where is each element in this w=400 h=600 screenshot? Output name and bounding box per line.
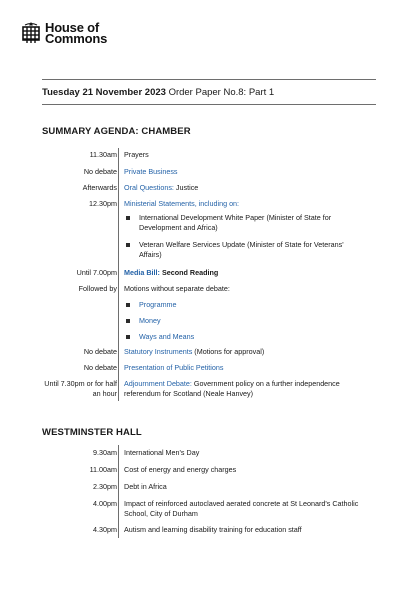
agenda-item: Veteran Welfare Services Update (Minister of State for Veterans' Affairs)	[139, 240, 344, 259]
bullet-square-icon	[126, 319, 130, 323]
agenda-time: 11.30am	[89, 150, 117, 159]
order-paper-date: Tuesday 21 November 2023	[42, 87, 166, 98]
ways-and-means-link[interactable]: Ways and Means	[139, 332, 195, 341]
logo-wordmark	[45, 22, 107, 44]
agenda-time: 12.30pm	[89, 199, 117, 208]
agenda-time: 4.00pm	[93, 499, 117, 508]
agenda-item: Motions without separate debate:	[124, 284, 230, 293]
agenda-time: Until 7.30pm or for half an hour	[44, 379, 117, 398]
agenda-item-detail: (Motions for approval)	[192, 347, 265, 356]
agenda-time: Followed by	[78, 284, 117, 293]
bullet-square-icon	[126, 303, 130, 307]
statutory-instruments-link[interactable]: Statutory Instruments	[124, 347, 193, 356]
header-bottom-rule	[42, 104, 376, 105]
house-of-commons-logo	[20, 22, 107, 44]
order-paper-heading	[42, 87, 274, 98]
agenda-item: Debt in Africa	[124, 482, 167, 491]
media-bill-link[interactable]: Media Bill:	[124, 268, 160, 277]
agenda-time: Afterwards	[82, 183, 117, 192]
agenda-item: Cost of energy and energy charges	[124, 465, 237, 474]
private-business-link[interactable]: Private Business	[124, 167, 178, 176]
portcullis-icon	[20, 22, 42, 44]
agenda-time: Until 7.00pm	[76, 268, 117, 277]
agenda-item-detail: Second Reading	[159, 268, 219, 277]
agenda-item-detail: Government policy on a further independence referendum for Scotland (Neale Hanvey)	[124, 379, 340, 398]
agenda-item: International Men's Day	[124, 448, 200, 457]
logo-line-2: Commons	[45, 31, 108, 46]
agenda-item-detail: Justice	[173, 183, 199, 192]
agenda-divider	[118, 445, 119, 538]
agenda-time: 2.30pm	[93, 482, 117, 491]
public-petitions-link[interactable]: Presentation of Public Petitions	[124, 363, 224, 372]
oral-questions-link[interactable]: Oral Questions:	[124, 183, 174, 192]
agenda-time: No debate	[83, 363, 117, 372]
agenda-item: International Development White Paper (Minister of State for Development and Africa)	[139, 213, 332, 232]
agenda-item: Prayers	[124, 150, 149, 159]
agenda-time: No debate	[83, 347, 117, 356]
agenda-divider	[118, 148, 119, 401]
agenda-time: 11.00am	[89, 465, 117, 474]
programme-link[interactable]: Programme	[139, 300, 177, 309]
bullet-square-icon	[126, 216, 130, 220]
money-link[interactable]: Money	[139, 316, 161, 325]
agenda-time: No debate	[83, 167, 117, 176]
adjournment-debate-link[interactable]: Adjournment Debate:	[124, 379, 192, 388]
agenda-time: 4.30pm	[93, 525, 117, 534]
westminster-hall-section-title: WESTMINSTER HALL	[42, 427, 142, 438]
agenda-item: Impact of reinforced autoclaved aerated concrete at St Leonard's Catholic School, City of Durham	[124, 499, 359, 518]
bullet-square-icon	[126, 243, 130, 247]
bullet-square-icon	[126, 335, 130, 339]
order-paper-title: Order Paper No.8: Part 1	[168, 87, 275, 98]
agenda-item: Autism and learning disability training for education staff	[124, 525, 302, 534]
agenda-time: 9.30am	[93, 448, 117, 457]
chamber-section-title: SUMMARY AGENDA: CHAMBER	[42, 126, 191, 137]
header-top-rule	[42, 79, 376, 80]
logo-line-1: House of	[45, 20, 100, 35]
ministerial-statements-link[interactable]: Ministerial Statements, including on:	[124, 199, 240, 208]
